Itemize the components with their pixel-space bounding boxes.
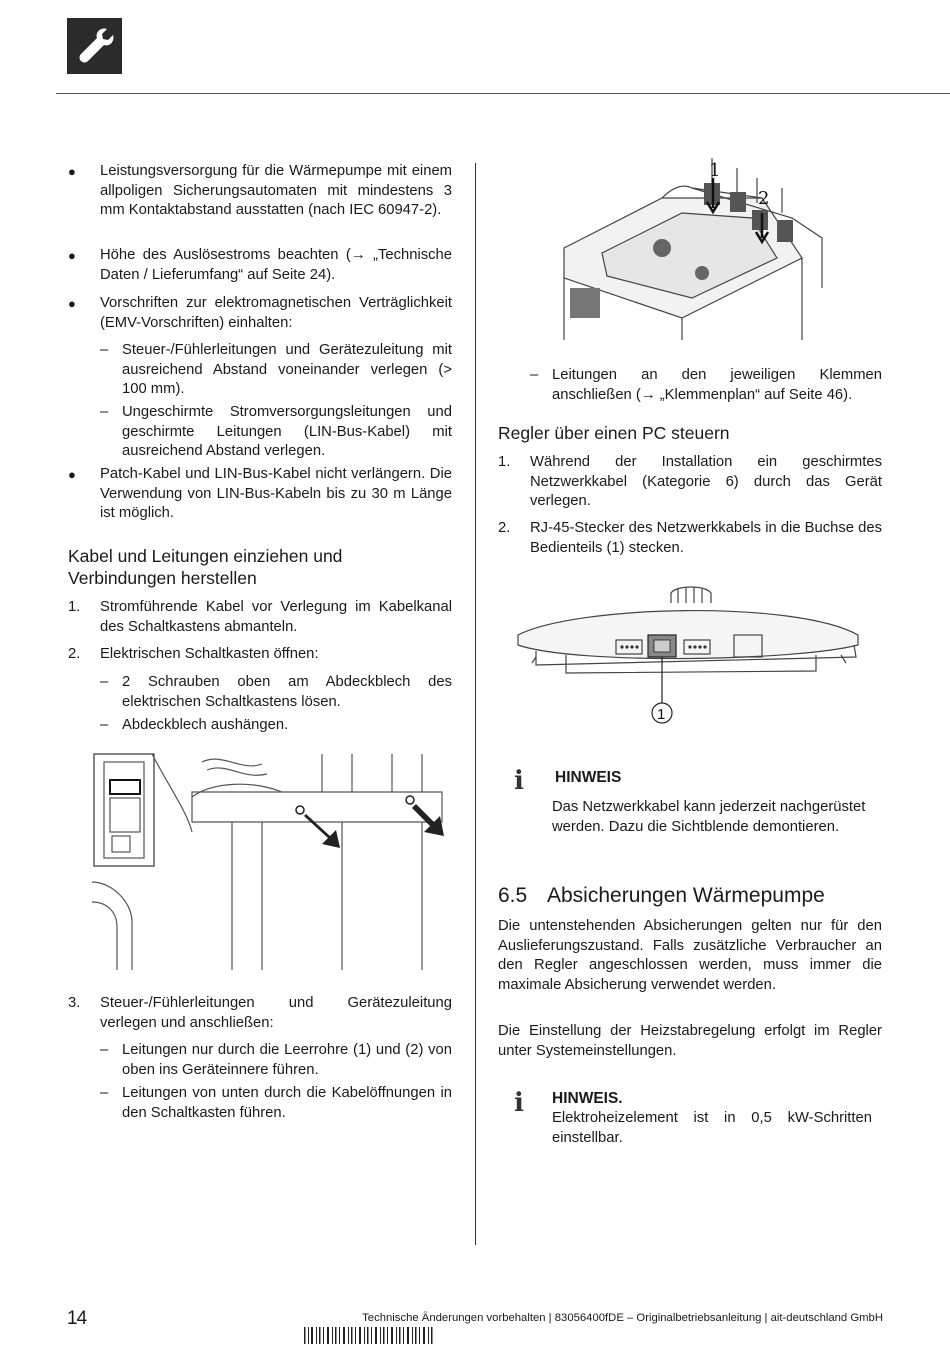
dash-marker: – <box>100 404 109 420</box>
bullet-marker: ● <box>68 296 76 311</box>
bullet-marker: ● <box>68 164 76 179</box>
note-title: HINWEIS. <box>552 1090 623 1107</box>
section-number: 6.5 <box>498 884 528 907</box>
dash-text: Leitungen an den jeweiligen Klemmen anschließen (→ „Klemmenplan“ auf Seite 46). <box>552 367 882 403</box>
step-number: 3. <box>68 995 81 1011</box>
step-number: 1. <box>68 599 81 615</box>
section-title: Absicherungen Wärmepumpe <box>547 884 825 907</box>
step-text: RJ-45-Stecker des Netzwerkkabels in die Buchse des Bedienteils (1) stecken. <box>530 520 882 556</box>
bullet-text: Leistungsversorgung für die Wärmepumpe mit einem allpoligen Sicherungsautomaten mit mindestens 3 mm Kontaktabstand ausstatten (nach IEC 60947-2). <box>100 163 452 218</box>
dash-text: 2 Schrauben oben am Abdeckblech des elektrischen Schaltkastens lösen. <box>122 674 452 710</box>
info-icon: ℹ <box>514 766 524 796</box>
dash-text: Ungeschirmte Stromversorgungsleitungen und geschirmte Leitungen (LIN-Bus-Kabel) mit ausreichend Abstand verlegen. <box>122 404 452 459</box>
bullet-marker: ● <box>68 248 76 263</box>
control-panel-figure <box>516 585 860 725</box>
page-number: 14 <box>67 1308 87 1329</box>
note-text: Elektroheizelement ist in 0,5 kW-Schritten einstellbar. <box>552 1110 872 1146</box>
step-number: 2. <box>68 646 81 662</box>
footer-text: Technische Änderungen vorbehalten | 83056400fDE – Originalbetriebsanleitung | ait-deutschland GmbH <box>362 1312 883 1324</box>
dash-text: Steuer-/Fühlerleitungen und Gerätezuleitung mit ausreichend Abstand voneinander verlegen (> 100 mm). <box>122 342 452 397</box>
column-divider <box>475 163 476 1245</box>
dash-marker: – <box>530 367 539 383</box>
dash-text: Abdeckblech aushängen. <box>122 717 289 733</box>
heatpump-top-figure <box>562 158 830 340</box>
note-text: Das Netzwerkkabel kann jederzeit nachgerüstet werden. Dazu die Sichtblende demontieren. <box>552 799 866 835</box>
paragraph: Die Einstellung der Heizstabregelung erfolgt im Regler unter Systemeinstellungen. <box>498 1023 882 1059</box>
note-title: HINWEIS <box>555 769 622 786</box>
step-text: Elektrischen Schaltkasten öffnen: <box>100 646 319 662</box>
step-text: Steuer-/Fühlerleitungen und Gerätezuleitung verlegen und anschließen: <box>100 995 452 1031</box>
bullet-text: Vorschriften zur elektromagnetischen Verträglichkeit (EMV-Vorschriften) einhalten: <box>100 295 452 331</box>
barcode-icon <box>304 1327 434 1344</box>
figure-callout-2: 2 <box>758 188 770 209</box>
bullet-text: Patch-Kabel und LIN-Bus-Kabel nicht verlängern. Die Verwendung von LIN-Bus-Kabeln bis zu 30 m Länge ist möglich. <box>100 466 452 521</box>
step-number: 1. <box>498 454 511 470</box>
step-text: Während der Installation ein geschirmtes Netzwerkkabel (Kategorie 6) durch das Gerät verlegen. <box>530 454 882 509</box>
dash-marker: – <box>100 674 109 690</box>
switchbox-figure <box>92 752 452 972</box>
dash-text: Leitungen von unten durch die Kabelöffnungen in den Schaltkasten führen. <box>122 1085 452 1121</box>
bullet-text: Höhe des Auslösestroms beachten (→ „Technische Daten / Lieferumfang“ auf Seite 24). <box>100 247 452 283</box>
step-number: 2. <box>498 520 511 536</box>
dash-text: Leitungen nur durch die Leerrohre (1) und (2) von oben ins Geräteinnere führen. <box>122 1042 452 1078</box>
section-heading: Kabel und Leitungen einziehen und Verbindungen herstellen <box>68 546 343 588</box>
paragraph: Die untenstehenden Absicherungen gelten nur für den Auslieferungszustand. Falls zusätzliche Verbraucher an den Regler angeschlossen werden, muss immer die maximale Absicherung verwendet werden. <box>498 918 882 993</box>
step-text: Stromführende Kabel vor Verlegung im Kabelkanal des Schaltkastens abmanteln. <box>100 599 452 635</box>
dash-marker: – <box>100 1042 109 1058</box>
wrench-icon <box>67 18 122 74</box>
dash-marker: – <box>100 342 109 358</box>
dash-marker: – <box>100 1085 109 1101</box>
figure-callout-panel: 1 <box>657 706 666 723</box>
bullet-marker: ● <box>68 467 76 482</box>
dash-marker: – <box>100 717 109 733</box>
header-rule <box>56 93 950 94</box>
figure-callout-1: 1 <box>709 160 721 181</box>
info-icon: ℹ <box>514 1088 524 1118</box>
section-heading: Regler über einen PC steuern <box>498 423 730 443</box>
